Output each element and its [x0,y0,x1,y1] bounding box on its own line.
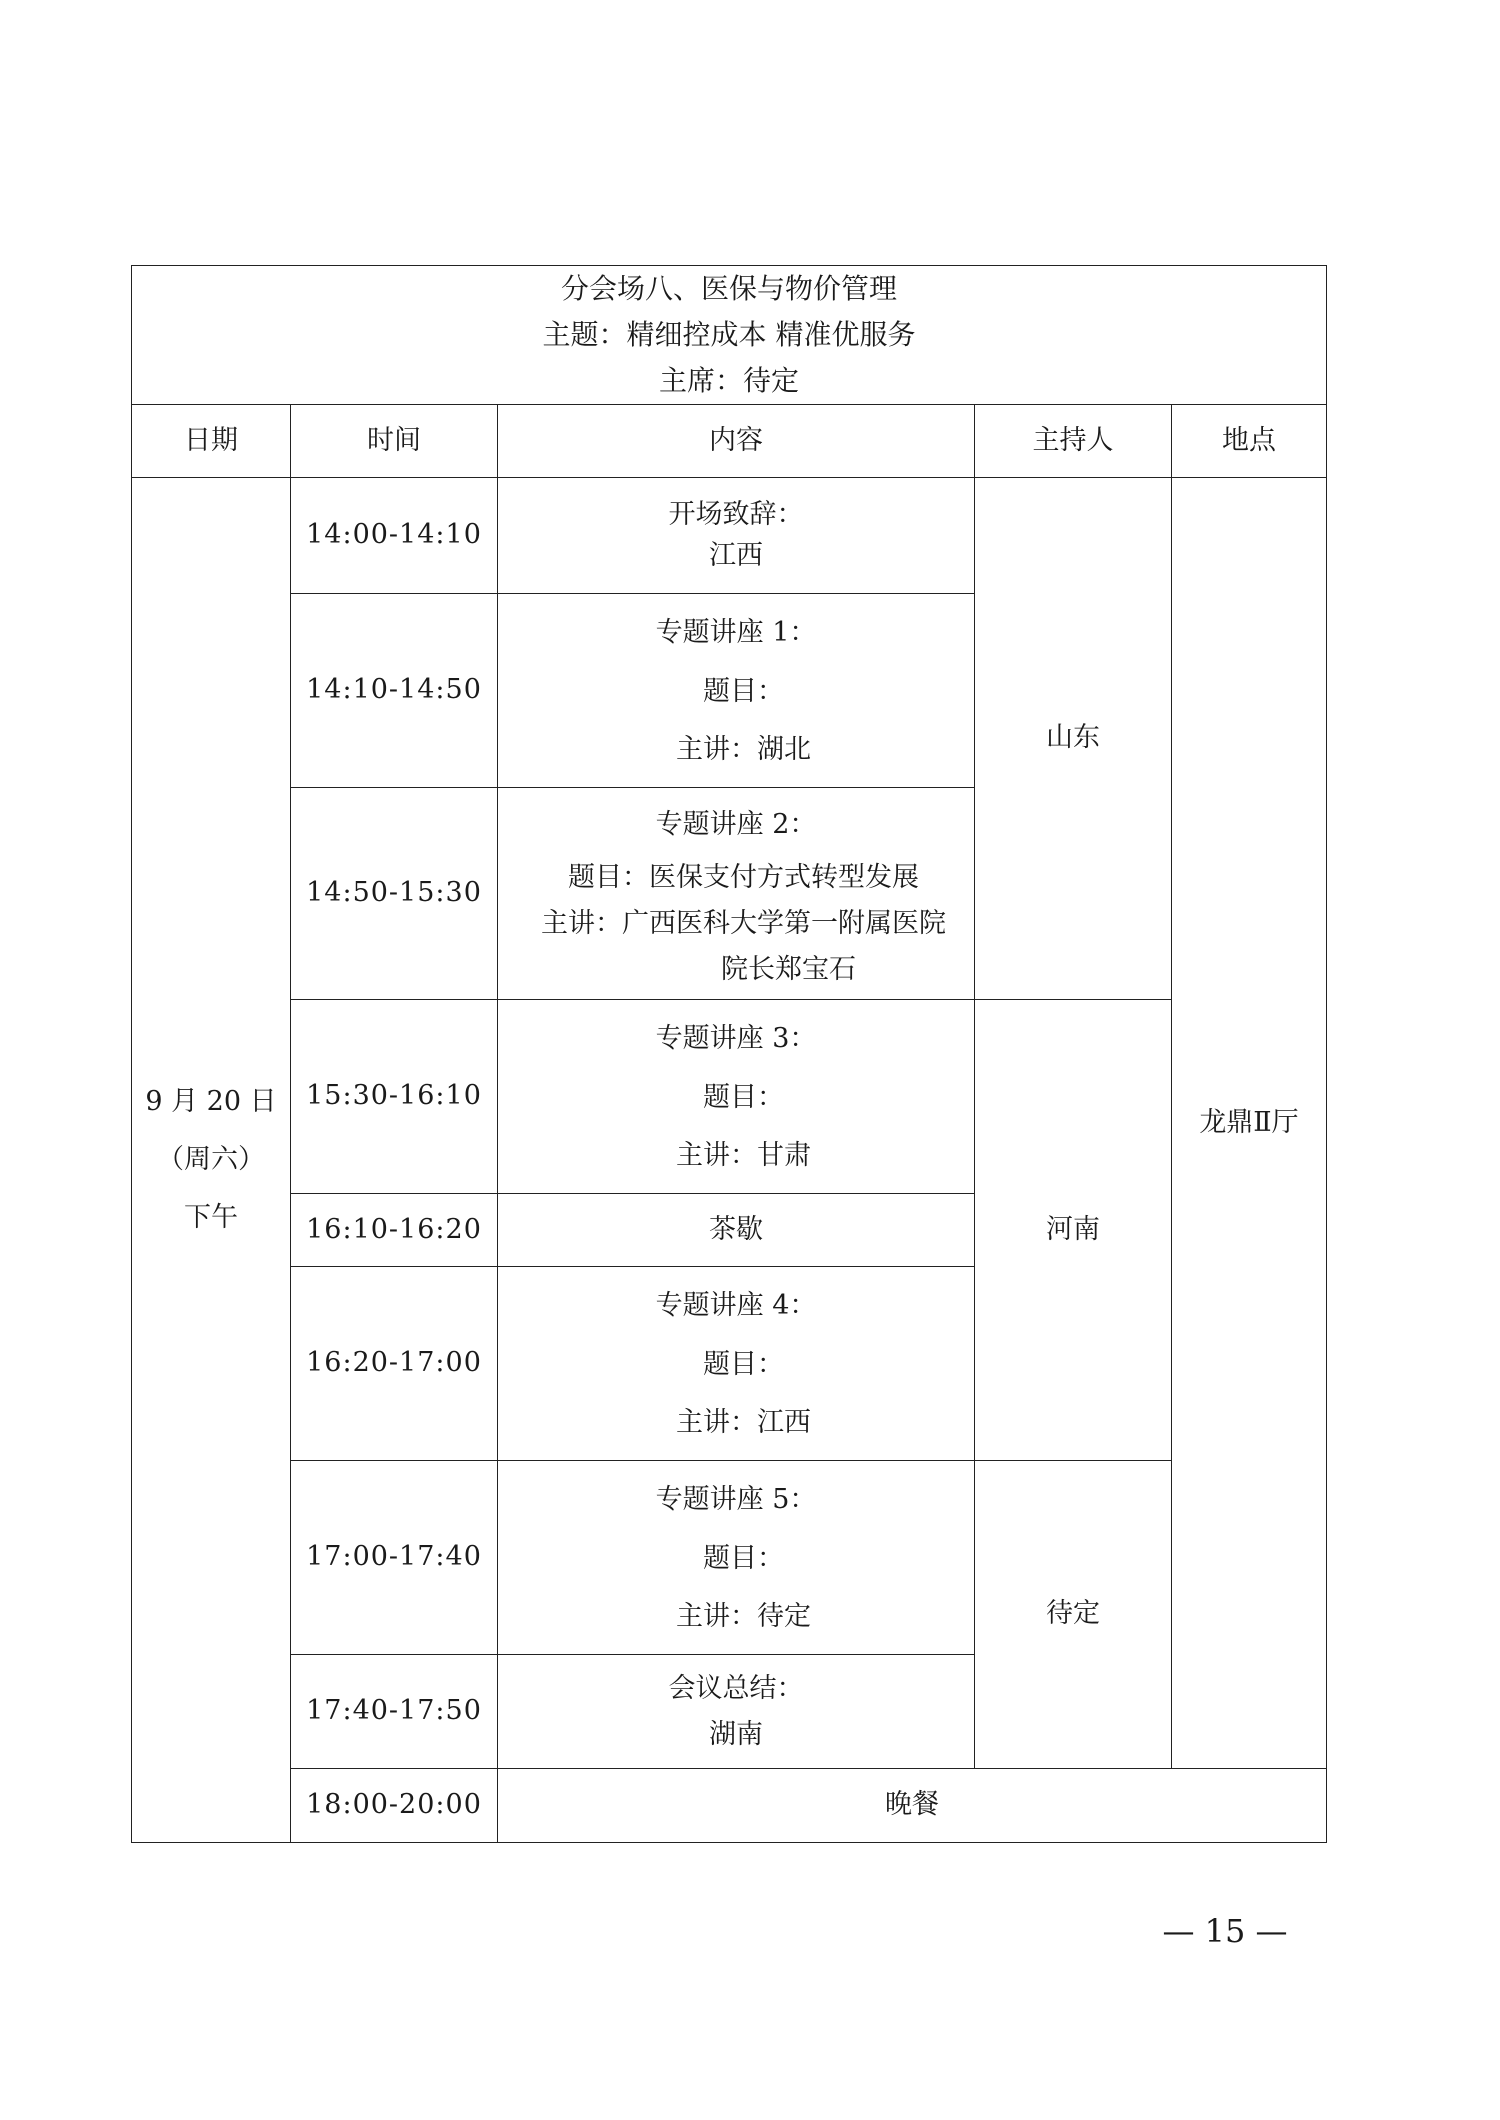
table-row [132,1769,1327,1843]
time-cell: 14:10-14:50 [291,594,498,788]
content-speaker: 主讲：待定 [676,1600,811,1632]
content-label: 专题讲座 1： [655,616,817,648]
content-cell [498,594,975,788]
content-cell [498,1267,975,1461]
content-label: 专题讲座 5： [655,1483,817,1515]
col-header-host: 主持人 [975,405,1172,478]
content-cell [498,788,975,1000]
date-cell [132,478,291,1843]
table-row [132,1461,1327,1655]
content-cell [498,478,975,594]
time-cell: 17:40-17:50 [291,1655,498,1769]
content-speaker: 主讲：广西医科大学第一附属医院 [541,907,946,939]
content-cell: 茶歇 [498,1194,975,1267]
host-cell: 待定 [975,1461,1172,1769]
content-speaker: 主讲：江西 [676,1406,811,1438]
content-topic: 题目： [703,1542,784,1574]
content-speaker: 主讲：湖北 [676,733,811,765]
time-cell: 16:10-16:20 [291,1194,498,1267]
content-speaker: 主讲：甘肃 [676,1139,811,1171]
content-topic: 题目： [703,1348,784,1380]
date-day: 9 月 20 日 [145,1086,277,1117]
content-label: 开场致辞： [668,499,804,530]
session-theme: 主题：精细控成本 精准优服务 [542,318,916,351]
content-cell [498,1000,975,1194]
content-speaker: 湖南 [709,1718,763,1750]
time-cell: 18:00-20:00 [291,1769,498,1843]
content-cell [498,1461,975,1655]
col-header-venue: 地点 [1172,405,1327,478]
date-period: 下午 [184,1202,238,1233]
content-label: 会议总结： [668,1672,804,1704]
time-cell: 17:00-17:40 [291,1461,498,1655]
content-cell [498,1655,975,1769]
table-row [132,478,1327,594]
date-weekday: （周六） [157,1144,265,1175]
schedule-table [131,265,1327,1843]
venue-cell: 龙鼎Ⅱ厅 [1172,478,1327,1769]
session-chair: 主席：待定 [658,364,799,397]
content-cell: 晚餐 [498,1769,1327,1843]
content-label: 专题讲座 4： [655,1289,817,1321]
time-cell: 16:20-17:00 [291,1267,498,1461]
time-cell: 14:50-15:30 [291,788,498,1000]
content-label: 专题讲座 2： [655,808,817,840]
content-topic: 题目： [703,675,784,707]
table-title [132,266,1327,405]
host-cell: 山东 [975,478,1172,1000]
col-header-content: 内容 [498,405,975,478]
time-cell: 15:30-16:10 [291,1000,498,1194]
content-topic: 题目： [703,1081,784,1113]
content-topic: 题目：医保支付方式转型发展 [568,861,919,893]
col-header-time: 时间 [291,405,498,478]
content-label: 专题讲座 3： [655,1022,817,1054]
table-row [132,1000,1327,1194]
host-cell: 河南 [975,1000,1172,1461]
page-number: — 15 — [1162,1912,1288,1950]
header-row [132,405,1327,478]
content-speaker-cont: 院长郑宝石 [721,953,856,985]
content-speaker: 江西 [709,539,763,571]
session-title: 分会场八、医保与物价管理 [560,272,897,305]
time-cell: 14:00-14:10 [291,478,498,594]
col-header-date: 日期 [132,405,291,478]
